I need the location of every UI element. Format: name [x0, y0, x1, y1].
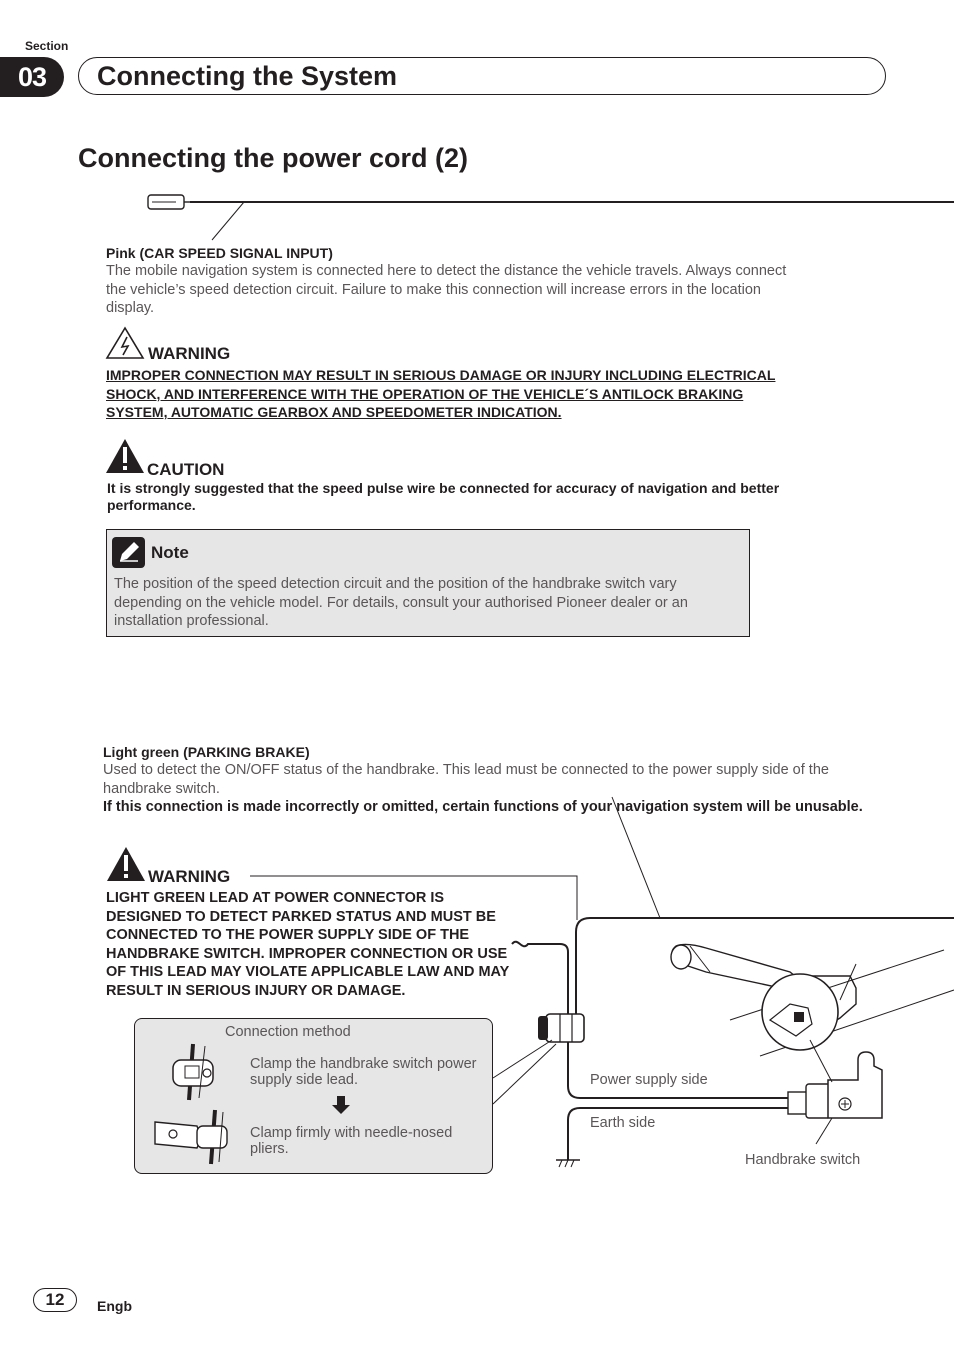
clamp-icon	[165, 1042, 225, 1102]
page-title: Connecting the power cord (2)	[78, 143, 469, 173]
connection-method-title: Connection method	[225, 1024, 351, 1040]
pliers-clamp-icon	[153, 1108, 235, 1166]
language-code: Engb	[97, 1298, 132, 1314]
warning-label: WARNING	[148, 344, 231, 363]
green-lead-title: Light green (PARKING BRAKE)	[103, 744, 310, 760]
warning-text-2: LIGHT GREEN LEAD AT POWER CONNECTOR IS DESIGNED TO DETECT PARKED STATUS AND MUST BE CONNECTED TO THE POWER SUPPLY SIDE OF THE HANDBRAKE SWITCH. IMPROPER CONNECTION OR USE OF THIS LEAD MAY VIOLATE APPLICABLE LAW AND MAY RESULT IN SERIOUS INJURY OR DAMAGE.	[106, 890, 510, 999]
green-lead-bold-note: If this connection is made incorrectly or omitted, certain functions of your navigation system will be unusable.	[103, 799, 863, 815]
earth-side-label: Earth side	[590, 1115, 656, 1131]
warning-label-2: WARNING	[148, 867, 231, 886]
page-number: 12	[33, 1288, 77, 1312]
green-lead-description: Used to detect the ON/OFF status of the handbrake. This lead must be connected to the power supply side of the handbrake switch.	[103, 762, 829, 797]
power-supply-side-label: Power supply side	[590, 1072, 708, 1088]
section-label: Section	[25, 39, 69, 53]
note-text: The position of the speed detection circuit and the position of the handbrake switch vary depending on the vehicle model. For details, consult your authorised Pioneer dealer or an installation professional.	[114, 576, 688, 629]
method-step-1: Clamp the handbrake switch power supply side lead.	[250, 1056, 477, 1088]
arrow-down-icon	[332, 1096, 350, 1116]
warning-text: IMPROPER CONNECTION MAY RESULT IN SERIOUS DAMAGE OR INJURY INCLUDING ELECTRICAL SHOCK, AND INTERFERENCE WITH THE OPERATION OF THE VEHICLE´S ANTILOCK BRAKING SYSTEM, AUTOMATIC GEARBOX AND SPEEDOMETER INDICATION.	[106, 367, 776, 420]
handbrake-switch-label: Handbrake switch	[745, 1152, 861, 1168]
pink-lead-description: The mobile navigation system is connected here to detect the distance the vehicle travels. Always connect the vehicle’s speed detection circuit. Failure to make this connection will increase errors in the location display.	[106, 263, 787, 316]
section-title: Connecting the System	[97, 61, 398, 91]
caution-label: CAUTION	[147, 460, 225, 479]
section-number-badge: 03	[0, 57, 64, 97]
pink-lead-title: Pink (CAR SPEED SIGNAL INPUT)	[106, 245, 333, 261]
caution-text: It is strongly suggested that the speed pulse wire be connected for accuracy of navigation and better performance.	[107, 480, 780, 513]
method-step-2: Clamp firmly with needle-nosed pliers.	[250, 1125, 453, 1157]
note-label: Note	[151, 543, 189, 562]
